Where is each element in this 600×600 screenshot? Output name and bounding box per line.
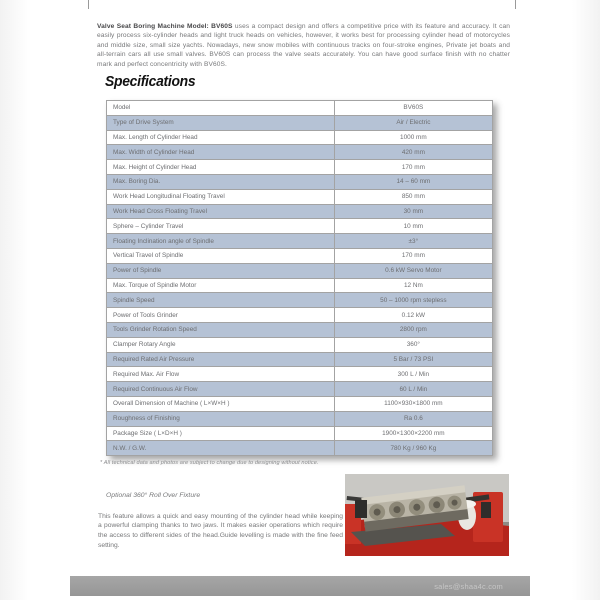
- spec-label-cell: Spindle Speed: [107, 293, 335, 308]
- specifications-table-body: [107, 101, 493, 456]
- table-row: [107, 130, 493, 145]
- table-row: [107, 248, 493, 263]
- spec-label-cell: Work Head Longitudinal Floating Travel: [107, 189, 335, 204]
- spec-value-cell: 300 L / Min: [334, 367, 492, 382]
- intro-model-name: Valve Seat Boring Machine Model: BV60S: [97, 22, 233, 30]
- specifications-table: [106, 100, 493, 456]
- table-footnote: * All technical data and photos are subject to change due to designing without notice.: [100, 460, 319, 466]
- spec-value-cell: 780 Kg / 960 Kg: [334, 441, 492, 456]
- spec-label-cell: Max. Length of Cylinder Head: [107, 130, 335, 145]
- table-row: [107, 322, 493, 337]
- table-row: [107, 278, 493, 293]
- spec-value-cell: 1900×1300×2200 mm: [334, 426, 492, 441]
- spec-label-cell: Max. Width of Cylinder Head: [107, 145, 335, 160]
- intro-text: uses a compact design and offers a competitive price with its feature and accuracy. It can easily process six-cylinder heads and light truck heads on vehicles, however, it works best for processing cylinder head of motorcycles and middle size, small size yachts. Nowadays, new snow mobiles with continuous tracks on four-stroke engines, Private jet boats and all-terrain cars all use small valves. BV60S can process the valve seats accurately. You can have good surface finish with no chatter mark and perfect concentricity with BV60S.: [97, 22, 510, 68]
- spec-value-cell: 360°: [334, 337, 492, 352]
- spec-label-cell: Required Continuous Air Flow: [107, 382, 335, 397]
- optional-feature-paragraph: This feature allows a quick and easy mounting of the cylinder head while keeping a powerful clamping thanks to two jaws. It makes easier operations which require the access to different sides of the head.Guide levelling is made with the fine feed setting.: [98, 512, 343, 550]
- optional-feature-title: Optional 360° Roll Over Fixture: [106, 492, 201, 499]
- table-row: [107, 441, 493, 456]
- spec-label-cell: Clamper Rotary Angle: [107, 337, 335, 352]
- table-row: [107, 426, 493, 441]
- spec-value-cell: 1000 mm: [334, 130, 492, 145]
- spec-label-cell: Max. Height of Cylinder Head: [107, 160, 335, 175]
- spec-label-cell: Roughness of Finishing: [107, 411, 335, 426]
- table-row: [107, 115, 493, 130]
- spec-value-cell: Ra 0.6: [334, 411, 492, 426]
- spec-value-cell: 50 – 1000 rpm stepless: [334, 293, 492, 308]
- table-row: [107, 189, 493, 204]
- table-row: [107, 263, 493, 278]
- spec-label-cell: Type of Drive System: [107, 115, 335, 130]
- spec-label-cell: Power of Spindle: [107, 263, 335, 278]
- crop-mark-right: [515, 0, 516, 9]
- spec-value-cell: 60 L / Min: [334, 382, 492, 397]
- table-row: [107, 101, 493, 116]
- spec-label-cell: Required Max. Air Flow: [107, 367, 335, 382]
- table-row: [107, 204, 493, 219]
- spec-label-cell: Required Rated Air Pressure: [107, 352, 335, 367]
- spec-value-cell: ±3°: [334, 234, 492, 249]
- spec-label-cell: Power of Tools Grinder: [107, 308, 335, 323]
- spec-value-cell: BV60S: [334, 101, 492, 116]
- spec-value-cell: 0.12 kW: [334, 308, 492, 323]
- table-row: [107, 396, 493, 411]
- spec-label-cell: Work Head Cross Floating Travel: [107, 204, 335, 219]
- spec-value-cell: Air / Electric: [334, 115, 492, 130]
- spec-label-cell: Package Size ( L×D×H ): [107, 426, 335, 441]
- spec-label-cell: Overall Dimension of Machine ( L×W×H ): [107, 396, 335, 411]
- spec-label-cell: Sphere – Cylinder Travel: [107, 219, 335, 234]
- spec-value-cell: 12 Nm: [334, 278, 492, 293]
- cylinder-head-photo: [345, 474, 509, 556]
- footer-email: sales@shaa4c.com: [434, 581, 503, 591]
- table-row: [107, 145, 493, 160]
- spec-value-cell: 5 Bar / 73 PSI: [334, 352, 492, 367]
- table-row: [107, 234, 493, 249]
- spec-value-cell: 0.6 kW Servo Motor: [334, 263, 492, 278]
- footer-bar: [70, 576, 530, 596]
- spec-value-cell: 170 mm: [334, 160, 492, 175]
- spec-value-cell: 14 – 60 mm: [334, 174, 492, 189]
- spec-label-cell: Max. Boring Dia.: [107, 174, 335, 189]
- table-row: [107, 337, 493, 352]
- spec-label-cell: N.W. / G.W.: [107, 441, 335, 456]
- table-row: [107, 308, 493, 323]
- spec-label-cell: Floating Inclination angle of Spindle: [107, 234, 335, 249]
- cylinder-head-photo-graphic: [345, 474, 509, 556]
- table-row: [107, 293, 493, 308]
- section-title-specifications: Specifications: [105, 74, 196, 90]
- spec-value-cell: 2800 rpm: [334, 322, 492, 337]
- table-row: [107, 160, 493, 175]
- spec-label-cell: Tools Grinder Rotation Speed: [107, 322, 335, 337]
- spec-value-cell: 1100×930×1800 mm: [334, 396, 492, 411]
- table-row: [107, 411, 493, 426]
- spec-label-cell: Max. Torque of Spindle Motor: [107, 278, 335, 293]
- table-row: [107, 382, 493, 397]
- intro-paragraph: [97, 22, 510, 70]
- table-row: [107, 352, 493, 367]
- spec-value-cell: 850 mm: [334, 189, 492, 204]
- spec-value-cell: 170 mm: [334, 248, 492, 263]
- table-row: [107, 367, 493, 382]
- spec-label-cell: Model: [107, 101, 335, 116]
- spec-value-cell: 30 mm: [334, 204, 492, 219]
- crop-mark-left: [88, 0, 89, 9]
- spec-value-cell: 10 mm: [334, 219, 492, 234]
- table-row: [107, 219, 493, 234]
- table-row: [107, 174, 493, 189]
- spec-value-cell: 420 mm: [334, 145, 492, 160]
- spec-label-cell: Vertical Travel of Spindle: [107, 248, 335, 263]
